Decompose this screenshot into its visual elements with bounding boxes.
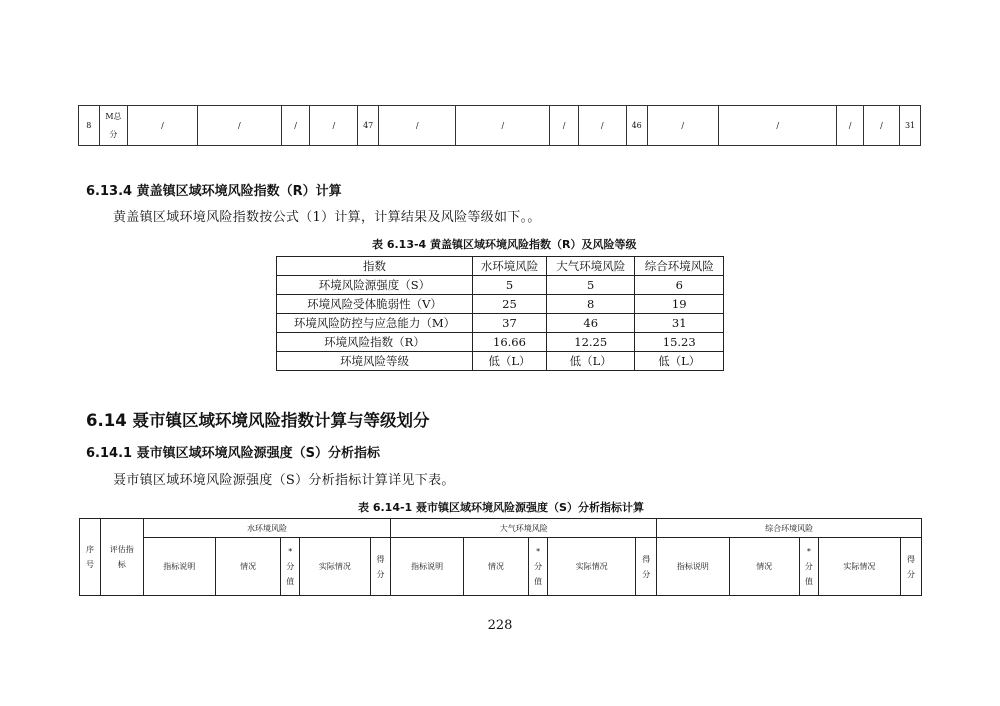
- subheader-actual: 实际情况: [818, 538, 900, 596]
- subheader-score-line2: 分: [534, 562, 543, 571]
- subheader-desc: 指标说明: [143, 538, 215, 596]
- header-group-composite: 综合环境风险: [657, 519, 922, 538]
- cell: 12.25: [546, 333, 635, 352]
- table-caption-6-14-1: 表 6.14-1 聂市镇区域环境风险源强度（S）分析指标计算: [358, 501, 644, 514]
- cell: 低（L）: [473, 352, 547, 371]
- cell-m-total: [99, 106, 128, 146]
- table-header-row: [80, 519, 922, 538]
- section-heading-6-14-1: 6.14.1 聂市镇区域环境风险源强度（S）分析指标: [86, 446, 380, 461]
- paragraph-6-14-1: 聂市镇区域环境风险源强度（S）分析指标计算详见下表。: [113, 473, 455, 488]
- subheader-score-line1: *: [536, 547, 541, 556]
- subheader-actual: 实际情况: [300, 538, 370, 596]
- cell: /: [197, 106, 281, 146]
- subheader-got-line2: 分: [642, 569, 651, 579]
- section-heading-6-14: 6.14 聂市镇区域环境风险指数计算与等级划分: [86, 411, 430, 430]
- subheader-score: [799, 538, 818, 596]
- cell: 25: [473, 295, 547, 314]
- header-cell: 水环境风险: [473, 257, 547, 276]
- cell: /: [837, 106, 863, 146]
- cell: /: [578, 106, 626, 146]
- source-intensity-table: [79, 518, 922, 596]
- cell: /: [863, 106, 899, 146]
- cell: 37: [473, 314, 547, 333]
- cell: 8: [546, 295, 635, 314]
- subheader-situation: 情况: [729, 538, 799, 596]
- cell: 5: [546, 276, 635, 295]
- cell: /: [647, 106, 718, 146]
- subheader-desc: 指标说明: [391, 538, 463, 596]
- subheader-situation: 情况: [215, 538, 280, 596]
- cell: 16.66: [473, 333, 547, 352]
- cell: 31: [635, 314, 724, 333]
- subheader-score-line1: *: [806, 547, 811, 556]
- cell: 6: [635, 276, 724, 295]
- row-label: 环境风险指数（R）: [277, 333, 473, 352]
- cell-m-total-line2: 分: [109, 129, 118, 139]
- subheader-got-line1: 得: [907, 554, 915, 564]
- row-label: 环境风险防控与应急能力（M）: [277, 314, 473, 333]
- table-caption-6-13-4: 表 6.13-4 黄盖镇区域环境风险指数（R）及风险等级: [372, 238, 637, 251]
- header-group-air: 大气环境风险: [391, 519, 657, 538]
- subheader-score-line2: 分: [286, 562, 295, 571]
- header-eval-line1: 评估指: [109, 545, 134, 554]
- subheader-actual: 实际情况: [548, 538, 636, 596]
- cell: 46: [546, 314, 635, 333]
- row-label: 环境风险源强度（S）: [277, 276, 473, 295]
- table-row: [277, 295, 724, 314]
- header-cell: 大气环境风险: [546, 257, 635, 276]
- cell: /: [281, 106, 309, 146]
- cell-air-score: 46: [626, 106, 647, 146]
- subheader-got-line2: 分: [376, 569, 385, 579]
- table-header-row: [277, 257, 724, 276]
- cell-m-total-line1: M总: [105, 111, 122, 121]
- subheader-got: [636, 538, 657, 596]
- subheader-score-line1: *: [288, 547, 293, 556]
- subheader-score-line3: 值: [534, 577, 543, 586]
- cell-composite-score: 31: [900, 106, 921, 146]
- header-group-water: 水环境风险: [143, 519, 391, 538]
- cell: 15.23: [635, 333, 724, 352]
- row-label: 环境风险等级: [277, 352, 473, 371]
- cell-water-score: 47: [358, 106, 379, 146]
- subheader-got: [370, 538, 391, 596]
- risk-index-table: [276, 256, 724, 371]
- header-eval-line2: 标: [117, 560, 126, 569]
- subheader-got: [901, 538, 922, 596]
- subheader-score-line2: 分: [804, 562, 813, 571]
- cell-seq: 8: [79, 106, 100, 146]
- subheader-score: [281, 538, 300, 596]
- header-seq: [80, 519, 101, 596]
- header-cell: 指数: [277, 257, 473, 276]
- paragraph-6-13-4: 黄盖镇区域环境风险指数按公式（1）计算，计算结果及风险等级如下。。: [113, 210, 541, 225]
- subheader-score-line3: 值: [286, 577, 295, 586]
- header-cell: 综合环境风险: [635, 257, 724, 276]
- cell: /: [456, 106, 550, 146]
- header-seq-line1: 序: [85, 545, 94, 554]
- row-label: 环境风险受体脆弱性（V）: [277, 295, 473, 314]
- table-row: [277, 276, 724, 295]
- header-seq-line2: 号: [85, 560, 94, 569]
- table-subheader-row: [80, 538, 922, 596]
- subheader-got-line2: 分: [907, 569, 915, 579]
- subheader-score-line3: 值: [804, 577, 813, 586]
- cell: 5: [473, 276, 547, 295]
- cell: /: [550, 106, 578, 146]
- cell: 低（L）: [635, 352, 724, 371]
- subheader-score: [529, 538, 548, 596]
- cell: /: [379, 106, 456, 146]
- subheader-situation: 情况: [463, 538, 528, 596]
- section-heading-6-13-4: 6.13.4 黄盖镇区域环境风险指数（R）计算: [86, 184, 342, 199]
- cell: 19: [635, 295, 724, 314]
- header-eval: [100, 519, 143, 596]
- page-number: 228: [487, 618, 513, 633]
- table-row: [277, 314, 724, 333]
- subheader-got-line1: 得: [642, 554, 651, 564]
- subheader-got-line1: 得: [376, 554, 385, 564]
- cell: 低（L）: [546, 352, 635, 371]
- table-row: [277, 333, 724, 352]
- continuation-table: [78, 105, 921, 146]
- cell: /: [128, 106, 198, 146]
- table-row: [277, 352, 724, 371]
- subheader-desc: 指标说明: [657, 538, 729, 596]
- cell: /: [719, 106, 837, 146]
- cell: /: [310, 106, 358, 146]
